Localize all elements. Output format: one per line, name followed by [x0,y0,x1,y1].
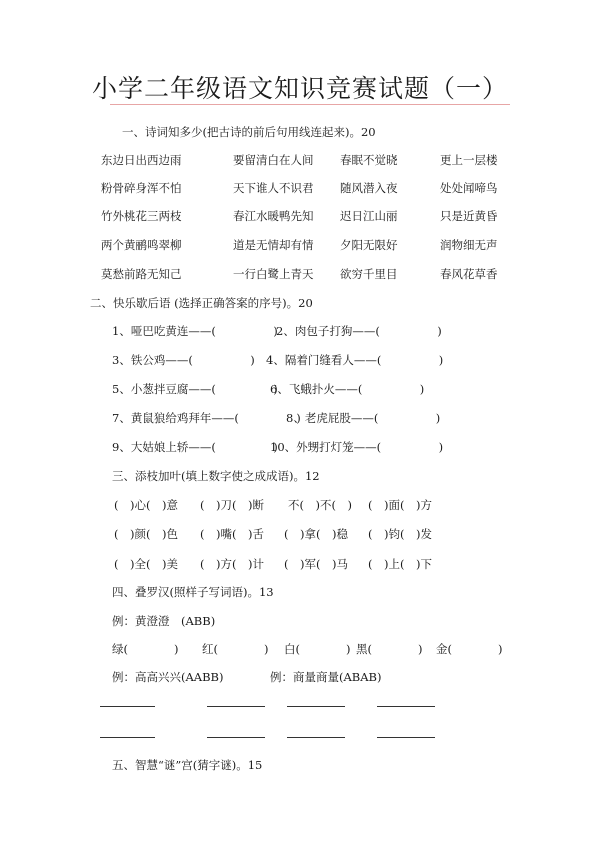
poem-line: 要留清白在人间 [233,153,314,167]
poem-line: 春眠不觉晓 [340,153,398,167]
idiom-blank: ( )面( )方 [368,498,432,512]
color-word-blank: 金( ) [436,642,503,656]
answer-line[interactable] [287,706,345,707]
poem-line: 随风潜入夜 [340,181,398,195]
example-abb: 例：黄澄澄 (ABB) [112,614,216,628]
example-abab: 例：商量商量(ABAB) [270,670,382,684]
poem-line: 只是近黄昏 [440,209,498,223]
poem-line: 天下谁人不识君 [233,181,314,195]
example-aabb: 例：高高兴兴(AABB) [112,670,224,684]
idiom-blank: 不( )不( ) [288,498,352,512]
poem-line: 夕阳无限好 [340,238,398,252]
section-5-heading: 五、智慧“谜”宫(猜字谜)。15 [112,758,263,772]
answer-line[interactable] [207,737,265,738]
proverb-item: 4、隔着门缝看人——( ) [266,353,444,367]
answer-line[interactable] [100,737,155,738]
color-word-blank: 绿( ) [112,642,179,656]
proverb-item: 5、小葱拌豆腐——( ) [112,382,278,396]
idiom-blank: ( )全( )美 [114,557,178,571]
proverb-item: 10、外甥打灯笼——( ) [270,440,444,454]
idiom-blank: ( )军( )马 [284,557,348,571]
title-underline [110,104,510,105]
color-word-blank: 白( ) [284,642,351,656]
section-3-heading: 三、添枝加叶(填上数字使之成成语)。12 [112,469,320,483]
section-4-heading: 四、叠罗汉(照样子写词语)。13 [112,585,274,599]
proverb-item: 3、铁公鸡——( ) [112,353,255,367]
poem-line: 迟日江山丽 [340,209,398,223]
poem-line: 处处闻啼鸟 [440,181,498,195]
idiom-blank: ( )拿( )稳 [284,527,348,541]
poem-line: 春江水暖鸭先知 [233,209,314,223]
answer-line[interactable] [377,737,435,738]
idiom-blank: ( )颜( )色 [114,527,178,541]
color-word-blank: 红( ) [202,642,269,656]
idiom-blank: ( )方( )计 [200,557,264,571]
proverb-item: 8、老虎屁股——( ) [286,411,441,425]
idiom-blank: ( )钧( )发 [368,527,432,541]
poem-line: 粉骨碎身浑不怕 [101,181,182,195]
proverb-item: 9、大姑娘上轿——( ) [112,440,278,454]
poem-line: 春风花草香 [440,267,498,281]
proverb-item: 1、哑巴吃黄连——( ) [112,324,278,338]
idiom-blank: ( )上( )下 [368,557,432,571]
page-title: 小学二年级语文知识竞赛试题（一） [91,74,508,103]
proverb-item: 6、飞蛾扑火——( ) [270,382,425,396]
answer-line[interactable] [100,706,155,707]
poem-line: 东边日出西边雨 [101,153,182,167]
poem-line: 润物细无声 [440,238,498,252]
answer-line[interactable] [207,706,265,707]
answer-line[interactable] [377,706,435,707]
answer-line[interactable] [287,737,345,738]
idiom-blank: ( )刀( )断 [200,498,264,512]
poem-line: 欲穷千里目 [340,267,398,281]
idiom-blank: ( )心( )意 [114,498,178,512]
poem-line: 莫愁前路无知己 [101,267,182,281]
poem-line: 竹外桃花三两枝 [101,209,182,223]
poem-line: 道是无情却有情 [233,238,314,252]
poem-line: 更上一层楼 [440,153,498,167]
poem-line: 两个黄鹂鸣翠柳 [101,238,182,252]
section-2-heading: 二、快乐歇后语 (选择正确答案的序号)。20 [90,296,313,310]
proverb-item: 2、肉包子打狗——( ) [276,324,442,338]
proverb-item: 7、黄鼠狼给鸡拜年——( ) [112,411,301,425]
poem-line: 一行白鹭上青天 [233,267,314,281]
section-1-heading: 一、诗词知多少(把古诗的前后句用线连起来)。20 [122,125,376,139]
color-word-blank: 黑( ) [356,642,423,656]
idiom-blank: ( )嘴( )舌 [200,527,264,541]
